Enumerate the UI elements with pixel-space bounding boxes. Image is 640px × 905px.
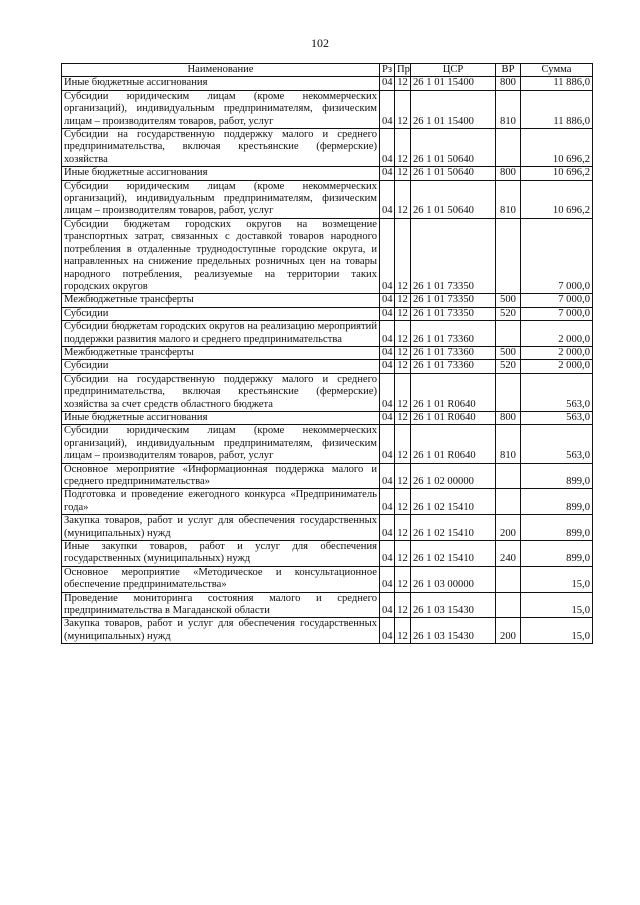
table-header-row bbox=[62, 64, 593, 77]
cell-csr: 26 1 01 R0640 bbox=[411, 373, 496, 411]
cell-name: Субсидии bbox=[62, 360, 380, 373]
cell-sum: 2 000,0 bbox=[521, 321, 593, 347]
cell-pr: 12 bbox=[395, 307, 411, 320]
header-sum: Сумма bbox=[521, 64, 593, 77]
cell-sum: 15,0 bbox=[521, 566, 593, 592]
cell-sum: 899,0 bbox=[521, 489, 593, 515]
cell-rz: 04 bbox=[380, 294, 395, 307]
cell-vr bbox=[496, 218, 521, 293]
cell-sum: 2 000,0 bbox=[521, 360, 593, 373]
header-name: Наименование bbox=[62, 64, 380, 77]
cell-sum: 899,0 bbox=[521, 463, 593, 489]
cell-csr: 26 1 01 73360 bbox=[411, 346, 496, 359]
cell-name: Подготовка и проведение ежегодного конкурса «Предприниматель года» bbox=[62, 489, 380, 515]
table-row bbox=[62, 360, 593, 373]
cell-pr: 12 bbox=[395, 541, 411, 567]
cell-pr: 12 bbox=[395, 360, 411, 373]
cell-csr: 26 1 01 73350 bbox=[411, 218, 496, 293]
cell-csr: 26 1 01 50640 bbox=[411, 167, 496, 180]
cell-pr: 12 bbox=[395, 167, 411, 180]
cell-vr: 810 bbox=[496, 180, 521, 218]
page-number: 102 bbox=[311, 36, 329, 50]
cell-name: Субсидии бюджетам городских округов на возмещение транспортных затрат, связанных с доставкой товаров народного потребления в отдаленные труднодоступные городские округа, и направленных на снижение предельных розничных цен на товары народного потребления, реализуемые на территории таких городских округов bbox=[62, 218, 380, 293]
cell-sum: 10 696,2 bbox=[521, 180, 593, 218]
cell-sum: 2 000,0 bbox=[521, 346, 593, 359]
cell-rz: 04 bbox=[380, 90, 395, 128]
cell-csr: 26 1 01 73360 bbox=[411, 360, 496, 373]
table-row bbox=[62, 463, 593, 489]
cell-sum: 563,0 bbox=[521, 373, 593, 411]
cell-rz: 04 bbox=[380, 321, 395, 347]
cell-vr bbox=[496, 129, 521, 167]
table-body bbox=[62, 77, 593, 644]
cell-name: Закупка товаров, работ и услуг для обеспечения государственных (муниципальных) нужд bbox=[62, 515, 380, 541]
cell-name: Иные бюджетные ассигнования bbox=[62, 77, 380, 90]
cell-sum: 15,0 bbox=[521, 618, 593, 644]
cell-csr: 26 1 03 15430 bbox=[411, 592, 496, 618]
cell-vr: 520 bbox=[496, 307, 521, 320]
cell-sum: 899,0 bbox=[521, 515, 593, 541]
table-row bbox=[62, 218, 593, 293]
cell-pr: 12 bbox=[395, 592, 411, 618]
cell-rz: 04 bbox=[380, 463, 395, 489]
cell-pr: 12 bbox=[395, 180, 411, 218]
header-csr: ЦСР bbox=[411, 64, 496, 77]
cell-name: Субсидии на государственную поддержку малого и среднего предпринимательства, включая крестьянские (фермерские) хозяйства bbox=[62, 129, 380, 167]
cell-pr: 12 bbox=[395, 463, 411, 489]
table-row bbox=[62, 307, 593, 320]
cell-pr: 12 bbox=[395, 373, 411, 411]
header-pr: Пр bbox=[395, 64, 411, 77]
cell-name: Субсидии bbox=[62, 307, 380, 320]
cell-csr: 26 1 01 15400 bbox=[411, 77, 496, 90]
table-row bbox=[62, 294, 593, 307]
cell-vr: 800 bbox=[496, 77, 521, 90]
cell-sum: 563,0 bbox=[521, 411, 593, 424]
cell-rz: 04 bbox=[380, 77, 395, 90]
cell-name: Основное мероприятие «Методическое и консультационное обеспечение предпринимательства» bbox=[62, 566, 380, 592]
cell-pr: 12 bbox=[395, 346, 411, 359]
table-row bbox=[62, 566, 593, 592]
table-row bbox=[62, 515, 593, 541]
cell-pr: 12 bbox=[395, 129, 411, 167]
cell-csr: 26 1 01 50640 bbox=[411, 180, 496, 218]
cell-name: Закупка товаров, работ и услуг для обеспечения государственных (муниципальных) нужд bbox=[62, 618, 380, 644]
cell-vr: 810 bbox=[496, 425, 521, 463]
cell-vr bbox=[496, 489, 521, 515]
cell-sum: 899,0 bbox=[521, 541, 593, 567]
cell-pr: 12 bbox=[395, 425, 411, 463]
cell-sum: 11 886,0 bbox=[521, 77, 593, 90]
table-row bbox=[62, 321, 593, 347]
cell-csr: 26 1 01 73360 bbox=[411, 321, 496, 347]
cell-name: Проведение мониторинга состояния малого и среднего предпринимательства в Магаданской области bbox=[62, 592, 380, 618]
cell-name: Межбюджетные трансферты bbox=[62, 294, 380, 307]
cell-pr: 12 bbox=[395, 321, 411, 347]
cell-vr bbox=[496, 373, 521, 411]
cell-vr bbox=[496, 321, 521, 347]
table-row bbox=[62, 618, 593, 644]
cell-csr: 26 1 02 15410 bbox=[411, 541, 496, 567]
cell-csr: 26 1 02 15410 bbox=[411, 489, 496, 515]
cell-vr: 200 bbox=[496, 515, 521, 541]
table-row bbox=[62, 411, 593, 424]
cell-rz: 04 bbox=[380, 566, 395, 592]
cell-vr: 810 bbox=[496, 90, 521, 128]
cell-name: Межбюджетные трансферты bbox=[62, 346, 380, 359]
table-row bbox=[62, 129, 593, 167]
table-row bbox=[62, 592, 593, 618]
cell-rz: 04 bbox=[380, 180, 395, 218]
cell-pr: 12 bbox=[395, 77, 411, 90]
cell-pr: 12 bbox=[395, 411, 411, 424]
cell-rz: 04 bbox=[380, 515, 395, 541]
cell-sum: 7 000,0 bbox=[521, 294, 593, 307]
cell-vr: 500 bbox=[496, 346, 521, 359]
cell-rz: 04 bbox=[380, 218, 395, 293]
cell-rz: 04 bbox=[380, 411, 395, 424]
cell-sum: 11 886,0 bbox=[521, 90, 593, 128]
cell-rz: 04 bbox=[380, 346, 395, 359]
table-row bbox=[62, 167, 593, 180]
cell-rz: 04 bbox=[380, 489, 395, 515]
cell-sum: 7 000,0 bbox=[521, 307, 593, 320]
table-row bbox=[62, 90, 593, 128]
cell-rz: 04 bbox=[380, 541, 395, 567]
cell-pr: 12 bbox=[395, 218, 411, 293]
cell-vr: 520 bbox=[496, 360, 521, 373]
cell-rz: 04 bbox=[380, 307, 395, 320]
cell-rz: 04 bbox=[380, 360, 395, 373]
table-row bbox=[62, 180, 593, 218]
cell-name: Субсидии юридическим лицам (кроме некоммерческих организаций), индивидуальным предпринимателям, физическим лицам – производителям товаров, работ, услуг bbox=[62, 90, 380, 128]
table-row bbox=[62, 541, 593, 567]
cell-vr bbox=[496, 592, 521, 618]
header-rz: Рз bbox=[380, 64, 395, 77]
budget-table bbox=[61, 63, 593, 644]
cell-csr: 26 1 01 73350 bbox=[411, 307, 496, 320]
header-vr: ВР bbox=[496, 64, 521, 77]
table-row bbox=[62, 373, 593, 411]
cell-name: Основное мероприятие «Информационная поддержка малого и среднего предпринимательства» bbox=[62, 463, 380, 489]
table-row bbox=[62, 489, 593, 515]
cell-name: Иные бюджетные ассигнования bbox=[62, 411, 380, 424]
cell-rz: 04 bbox=[380, 618, 395, 644]
cell-vr: 240 bbox=[496, 541, 521, 567]
cell-rz: 04 bbox=[380, 592, 395, 618]
cell-csr: 26 1 02 15410 bbox=[411, 515, 496, 541]
cell-sum: 10 696,2 bbox=[521, 167, 593, 180]
cell-csr: 26 1 02 00000 bbox=[411, 463, 496, 489]
cell-pr: 12 bbox=[395, 566, 411, 592]
cell-pr: 12 bbox=[395, 90, 411, 128]
cell-csr: 26 1 01 73350 bbox=[411, 294, 496, 307]
cell-rz: 04 bbox=[380, 129, 395, 167]
cell-pr: 12 bbox=[395, 618, 411, 644]
cell-sum: 15,0 bbox=[521, 592, 593, 618]
cell-csr: 26 1 01 R0640 bbox=[411, 425, 496, 463]
cell-vr bbox=[496, 566, 521, 592]
cell-rz: 04 bbox=[380, 425, 395, 463]
cell-vr: 500 bbox=[496, 294, 521, 307]
cell-pr: 12 bbox=[395, 515, 411, 541]
cell-sum: 10 696,2 bbox=[521, 129, 593, 167]
table-row bbox=[62, 346, 593, 359]
cell-csr: 26 1 01 15400 bbox=[411, 90, 496, 128]
cell-vr: 200 bbox=[496, 618, 521, 644]
cell-name: Иные закупки товаров, работ и услуг для обеспечения государственных (муниципальных) нужд bbox=[62, 541, 380, 567]
table-row bbox=[62, 77, 593, 90]
cell-name: Субсидии юридическим лицам (кроме некоммерческих организаций), индивидуальным предпринимателям, физическим лицам – производителям товаров, работ, услуг bbox=[62, 425, 380, 463]
cell-vr: 800 bbox=[496, 167, 521, 180]
cell-sum: 563,0 bbox=[521, 425, 593, 463]
cell-pr: 12 bbox=[395, 489, 411, 515]
cell-csr: 26 1 03 15430 bbox=[411, 618, 496, 644]
cell-rz: 04 bbox=[380, 373, 395, 411]
cell-sum: 7 000,0 bbox=[521, 218, 593, 293]
cell-vr: 800 bbox=[496, 411, 521, 424]
cell-csr: 26 1 03 00000 bbox=[411, 566, 496, 592]
table-row bbox=[62, 425, 593, 463]
cell-name: Субсидии юридическим лицам (кроме некоммерческих организаций), индивидуальным предпринимателям, физическим лицам – производителям товаров, работ, услуг bbox=[62, 180, 380, 218]
cell-pr: 12 bbox=[395, 294, 411, 307]
cell-csr: 26 1 01 50640 bbox=[411, 129, 496, 167]
cell-name: Иные бюджетные ассигнования bbox=[62, 167, 380, 180]
cell-vr bbox=[496, 463, 521, 489]
cell-rz: 04 bbox=[380, 167, 395, 180]
cell-name: Субсидии бюджетам городских округов на реализацию мероприятий поддержки развития малого и среднего предпринимательства bbox=[62, 321, 380, 347]
cell-name: Субсидии на государственную поддержку малого и среднего предпринимательства, включая крестьянские (фермерские) хозяйства за счет средств областного бюджета bbox=[62, 373, 380, 411]
cell-csr: 26 1 01 R0640 bbox=[411, 411, 496, 424]
